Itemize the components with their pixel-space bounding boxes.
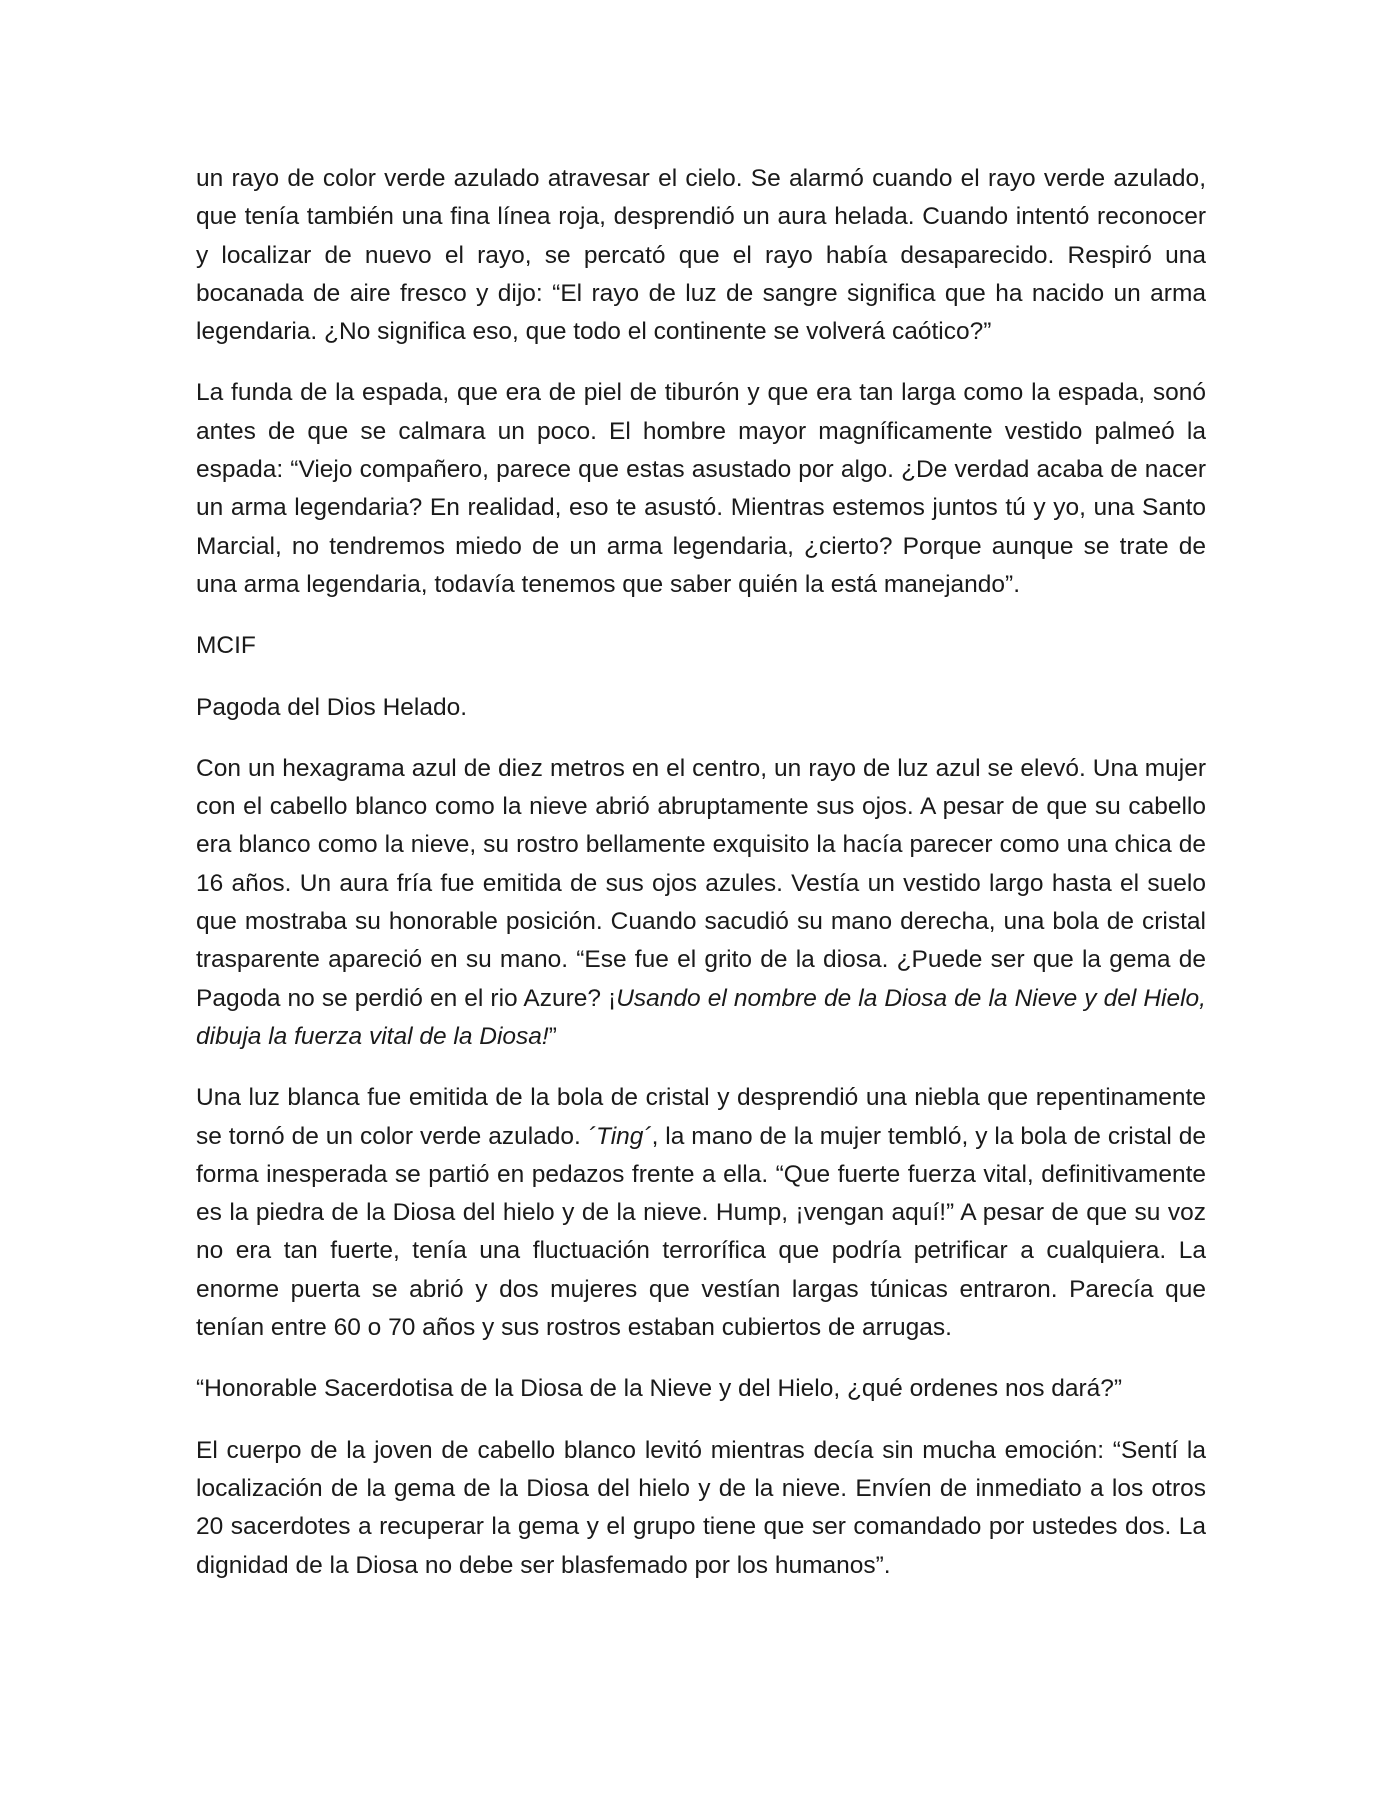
paragraph-5-text-b: ” xyxy=(548,1022,557,1050)
paragraph-6-text-b: , la mano de la mujer tembló, y la bola de cristal de forma inesperada se partió en pedazos frente a ella. “Que fuerte fuerza vital, definitivamente es la piedra de la Diosa del hielo y de la nieve. Hump, ¡vengan aquí!” A pesar de que su voz no era tan fuerte, tenía una fluctuación terrorífica que podría petrificar a cualquiera. La enorme puerta se abrió y dos mujeres que vestían largas túnicas entraron. Parecía que tenían entre 60 o 70 años y sus rostros estaban cubiertos de arrugas. xyxy=(196,1122,1207,1342)
paragraph-6-text-a: Una luz blanca fue emitida de la bola de cristal y desprendió una niebla que repentinamente se tornó de un color verde azulado. xyxy=(196,1084,1206,1150)
paragraph-6-italic: ´Ting´ xyxy=(587,1122,652,1150)
paragraph-5-italic: Usando el nombre de la Diosa de la Nieve y del Hielo, dibuja la fuerza vital de la Diosa! xyxy=(196,984,1206,1050)
paragraph-7: “Honorable Sacerdotisa de la Diosa de la Nieve y del Hielo, ¿qué ordenes nos dará?” xyxy=(196,1375,1123,1403)
paragraph-2: La funda de la espada, que era de piel de tiburón y que era tan larga como la espada, sonó antes de que se calmara un poco. El hombre mayor magníficamente vestido palmeó la espada: “Viejo compañero, parece que estas asustado por algo. ¿De verdad acaba de nacer un arma legendaria? En realidad, eso te asustó. Mientras estemos juntos tú y yo, una Santo Marcial, no tendremos miedo de un arma legendaria, ¿cierto? Porque aunque se trate de una arma legendaria, todavía tenemos que saber quién la está manejando”. xyxy=(196,379,1206,598)
paragraph-5 xyxy=(196,750,1206,1056)
paragraph-1: un rayo de color verde azulado atravesar el cielo. Se alarmó cuando el rayo verde azulado, que tenía también una fina línea roja, desprendió un aura helada. Cuando intentó reconocer y localizar de nuevo el rayo, se percató que el rayo había desaparecido. Respiró una bocanada de aire fresco y dijo: “El rayo de luz de sangre significa que ha nacido un arma legendaria. ¿No significa eso, que todo el continente se volverá caótico?” xyxy=(196,165,1206,346)
paragraph-6 xyxy=(196,1079,1206,1347)
paragraph-mcif: MCIF xyxy=(196,632,256,660)
paragraph-8: El cuerpo de la joven de cabello blanco levitó mientras decía sin mucha emoción: “Sentí la localización de la gema de la Diosa del hielo y de la nieve. Envíen de inmediato a los otros 20 sacerdotes a recuperar la gema y el grupo tiene que ser comandado por ustedes dos. La dignidad de la Diosa no debe ser blasfemado por los humanos”. xyxy=(196,1436,1206,1579)
paragraph-5-text-a: Con un hexagrama azul de diez metros en el centro, un rayo de luz azul se elevó. Una mujer con el cabello blanco como la nieve abrió abruptamente sus ojos. A pesar de que su cabello era blanco como la nieve, su rostro bellamente exquisito la hacía parecer como una chica de 16 años. Un aura fría fue emitida de sus ojos azules. Vestía un vestido largo hasta el suelo que mostraba su honorable posición. Cuando sacudió su mano derecha, una bola de cristal trasparente apareció en su mano. “Ese fue el grito de la diosa. ¿Puede ser que la gema de Pagoda no se perdió en el rio Azure? ¡ xyxy=(196,754,1206,1012)
paragraph-pagoda-heading: Pagoda del Dios Helado. xyxy=(196,693,468,721)
document-page xyxy=(196,160,1206,1585)
